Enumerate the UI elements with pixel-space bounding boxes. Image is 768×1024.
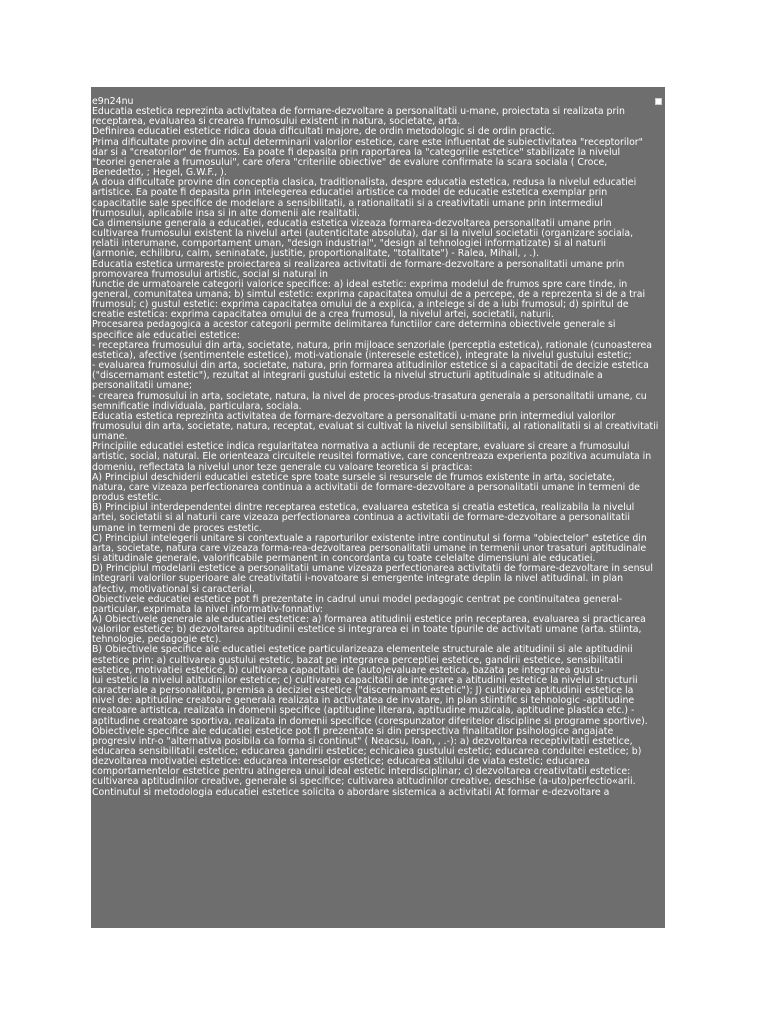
- text-line: promovarea frumosului artistic, social si natural in: [92, 268, 328, 280]
- text-line: afectiv, motivational si caracterial.: [92, 583, 255, 595]
- text-line: Benedetto, ; Hegel, G.W.F., ).: [92, 167, 227, 179]
- document-id: e9n24nu: [92, 96, 134, 107]
- text-line: Ca dimensiune generala a educatiei, educatia estetica vizeaza formarea-dezvoltarea personalitatii umane prin: [92, 217, 612, 229]
- text-line: B) Principiul interdependentei dintre receptarea estetica, evaluarea estetica si creatia estetica, realizabila la nivelul: [92, 502, 635, 514]
- text-line: capacitatile sale specifice de modelare a sensibilitatii, a rationalitatii si a creativitatii umane prin intermediul: [92, 197, 603, 209]
- text-line: B) Obiectivele specifice ale educatiei estetice particularizeaza elementele structurale ale atitudinii si ale aptitudinii: [92, 644, 633, 656]
- text-line: frumosul; c) gustul estetic: exprima capacitatea omului de a explica, a intelege si de a iubi frumosul; d) spiritul de: [92, 299, 629, 311]
- text-line: estetice, motivatiei estetice, b) cultivarea capacitatii de (auto)evaluare estetica, bazata pe integrarea gustu-: [92, 664, 604, 676]
- text-line: Procesarea pedagogica a acestor categorii permite delimitarea functiilor care determina obiectivele generale si: [92, 319, 616, 331]
- text-line: umane in termeni de proces estetic.: [92, 522, 262, 534]
- text-line: dar si a "creatorilor" de frumos. Ea poate fi depasita prin raportarea la "categoriile estetice" stabilizate la nivelul: [92, 146, 621, 158]
- text-line: ("discernamant estetic"), rezultat al integrarii gustului estetic la nivelul structurii aptitudinale si atitudinale a: [92, 370, 603, 382]
- text-line: receptarea, evaluarea si crearea frumosului existent in natura, societate, arta.: [92, 116, 461, 128]
- text-line: creatoare artistica, realizata in domenii specifice (aptitudine literara, aptitudine muzicala, aptitudine plastica etc.) -: [92, 705, 635, 717]
- text-line: - crearea frumosului in arta, societate, natura, la nivel de proces-produs-trasatura generala a personalitatii umane, cu: [92, 390, 647, 402]
- text-line: - receptarea frumosului din arta, societate, natura, prin mijloace senzoriale (perceptia estetica), rationale (cunoasterea: [92, 339, 653, 351]
- scroll-marker-icon[interactable]: [655, 98, 662, 105]
- text-line: frumosului, aplicabile insa si in alte domenii ale realitatii.: [92, 207, 361, 219]
- text-line: Continutul si metodologia educatiei estetice solicita o abordare sistemica a activitatii At formar e-dezvoltare a: [92, 786, 610, 798]
- text-line: Educatia estetica reprezinta activitatea de formare-dezvoltare a personalitatii u-mane, proiectata si realizata prin: [92, 106, 625, 118]
- text-line: comportamentelor estetice pentru atingerea unui ideal estetic interdisciplinar; c) dezvoltarea creativitatii estetice:: [92, 766, 631, 778]
- document-text: [92, 97, 661, 798]
- text-line: estetica), afective (sentimentele estetice), moti-vationale (interesele estetice), integrate la nivelul gustului estetic;: [92, 349, 632, 361]
- text-line: nivel de: aptitudine creatoare generala realizata in activitatea de invatare, in plan stiintific si tehnologic -aptitudine: [92, 695, 635, 707]
- text-line: Definirea educatiei estetice ridica doua dificultati majore, de ordin metodologic si de ordin practic.: [92, 126, 555, 138]
- document-page: [91, 87, 665, 928]
- text-line: functie de urmatoarele categorii valorice specifice: a) ideal estetic: exprima modelul de frumos spre care tinde, in: [92, 278, 628, 290]
- text-line: frumosului din arta, societate, natura, receptat, evaluat si cultivat la nivelul sensibilitatii, al rationalitatii si al creativitatii: [92, 421, 659, 432]
- text-line: "teoriei generale a frumosului", care ofera "criteriile obiective" de evalure confirmate la scara sociala ( Croce,: [92, 156, 608, 168]
- text-line: Obiectivele educatiei estetice pot fi prezentate in cadrul unui model pedagogic centrat pe continuitatea general-: [92, 593, 623, 605]
- text-line: integrarii valorilor superioare ale creativitatii i-novatoare si emergente integrate deplin la nivel atitudinal. in plan: [92, 573, 624, 585]
- text-line: - evaluarea frumosului din arta, societate, natura, prin formarea atitudinilor estetice si a capacitatii de decizie estetica: [92, 360, 649, 372]
- text-line: dezvoltarea motivatiei estetice: educarea intereselor estetice; educarea stilului de viata estetic; educarea: [92, 756, 590, 768]
- text-line: estetice prin: a) cultivarea gustului estetic, bazat pe integrarea perceptiei estetice, gandirii estetice, sensibilitatii: [92, 654, 623, 666]
- text-line: A doua dificultate provine din conceptia clasica, traditionalista, despre educatia estetica, redusa la nivelul educatiei: [92, 177, 637, 189]
- text-line: A) Principiul deschiderii educatiei estetice spre toate sursele si resursele de frumos existente in arta, societate,: [92, 471, 615, 483]
- text-line: specifice ale educatiei estetice:: [92, 329, 240, 341]
- text-line: umane.: [92, 431, 128, 443]
- text-line: artistic, social, natural. Ele orienteaza circuitele reusitei formative, care concentreaza experienta pozitiva acumulata in: [92, 451, 652, 463]
- text-line: general, comunitatea umana; b) simtul estetic: exprima capacitatea omului de a percepe, de a reprezenta si de a trai: [92, 288, 646, 300]
- text-line: Prima dificultate provine din actul determinarii valorilor estetice, care este influentat de subiectivitatea "receptorilor": [92, 136, 643, 148]
- text-line: Educatia estetica reprezinta activitatea de formare-dezvoltare a personalitatii u-mane prin intermediul valorilor: [92, 410, 616, 422]
- text-line: tehnologie, pedagogie etc).: [92, 634, 222, 646]
- text-line: particular, exprimata la nivel informativ-fonnativ:: [92, 603, 323, 615]
- text-line: lui estetic la nivelul atitudinilor estetice; c) cultivarea capacitatii de integrare a atitudinii estetice la nivelul structurii: [92, 674, 638, 686]
- text-line: A) Obiectivele generale ale educatiei estetice: a) formarea atitudinii estetice prin receptarea, evaluarea si practicarea: [92, 613, 646, 625]
- text-line: semnificatie individuala, particulara, sociala.: [92, 400, 302, 412]
- text-line: C) Principiul intelegerii unitare si contextuale a raporturilor existente intre continutul si forma "obiectelor" estetice din: [92, 532, 647, 544]
- text-line: Principiile educatiei estetice indica regularitatea normativa a actiunii de receptare, evaluare si creare a frumosului: [92, 441, 630, 453]
- text-line: artistice. Ea poate fi depasita prin intelegerea educatiei artistice ca model de educatie estetica exemplar prin: [92, 187, 608, 199]
- text-line: personalitatii umane;: [92, 380, 193, 392]
- text-line: natura, care vizeaza perfectionarea continua a activitatii de formare-dezvoltare a personalitatii umane in termeni de: [92, 481, 640, 493]
- text-line: educarea sensibilitatii estetice; educarea gandirii estetice; echicaiea gustului estetic; educarea conduitei estetice; b): [92, 746, 642, 757]
- text-line: produs estetic.: [92, 492, 162, 504]
- text-line: relatii interumane, comportament uman, "design industrial", "design al tehnologiei informatizate) si al naturii: [92, 238, 607, 250]
- text-line: (armonie, echilibru, calm, seninatate, justitie, proportionalitate, "totalitate") - Ralea, Mihail, , .).: [92, 248, 540, 260]
- text-line: domeniu, reflectata la nivelul unor teze generale cu valoare teoretica si practica:: [92, 461, 473, 473]
- text-line: aptitudine creatoare sportiva, realizata in domenii specifice (corespunzator diferitelor discipline si programe sportive).: [92, 715, 648, 727]
- text-line: Obiectivele specifice ale educatiei estetice pot fi prezentate si din perspectiva finalitatilor psihologice angajate: [92, 725, 614, 737]
- text-line: Educatia estetica urmareste proiectarea si realizarea activitatii de formare-dezvoltare a personalitatii umane prin: [92, 258, 625, 270]
- text-line: valorilor estetice; b) dezvoltarea aptitudinii estetice si integrarea ei in toate tipurile de activitati umane (arta. stiinta,: [92, 624, 642, 636]
- text-line: cultivarea aptitudinilor creative, generale si specifice; cultivarea atitudinilor creative, deschise (a-uto)perfectio«arii.: [92, 776, 636, 788]
- text-line: D) Principiul modelarii estetice a personalitatii umane vizeaza perfectionarea activitatii de formare-dezvoltare in sensul: [92, 563, 653, 575]
- text-line: cultivarea frumosului existent la nivelul artei (autenticitate absoluta), dar si la nivelul societatii (organizare sociala,: [92, 228, 634, 240]
- text-line: caracteriale a personalitatii, premisa a deciziei estetice ("discernamant estetic"); J) cultivarea aptitudinii estetice la: [92, 685, 634, 697]
- text-line: creatie estetica: exprima capacitatea omului de a crea frumosul, la nivelul artei, societatii, naturii.: [92, 309, 554, 321]
- text-line: artei, societatii si al naturii care vizeaza perfectionarea continua a activitatii de formare-dezvoltare a personalitatii: [92, 512, 630, 524]
- text-line: si atitudinale generale, valorificabile permanent in concordanta cu toate celelalte dimensiuni ale educatiei.: [92, 553, 596, 565]
- text-line: arta, societate, natura care vizeaza forma-rea-dezvoltarea personalitatii umane in termenii unor trasaturi aptitudinale: [92, 542, 647, 554]
- text-line: progresiv intr-o "alternativa posibila ca forma si continut" ( Neacsu, Ioan, , .-): a) dezvoltarea receptivitatii estetice,: [92, 735, 633, 747]
